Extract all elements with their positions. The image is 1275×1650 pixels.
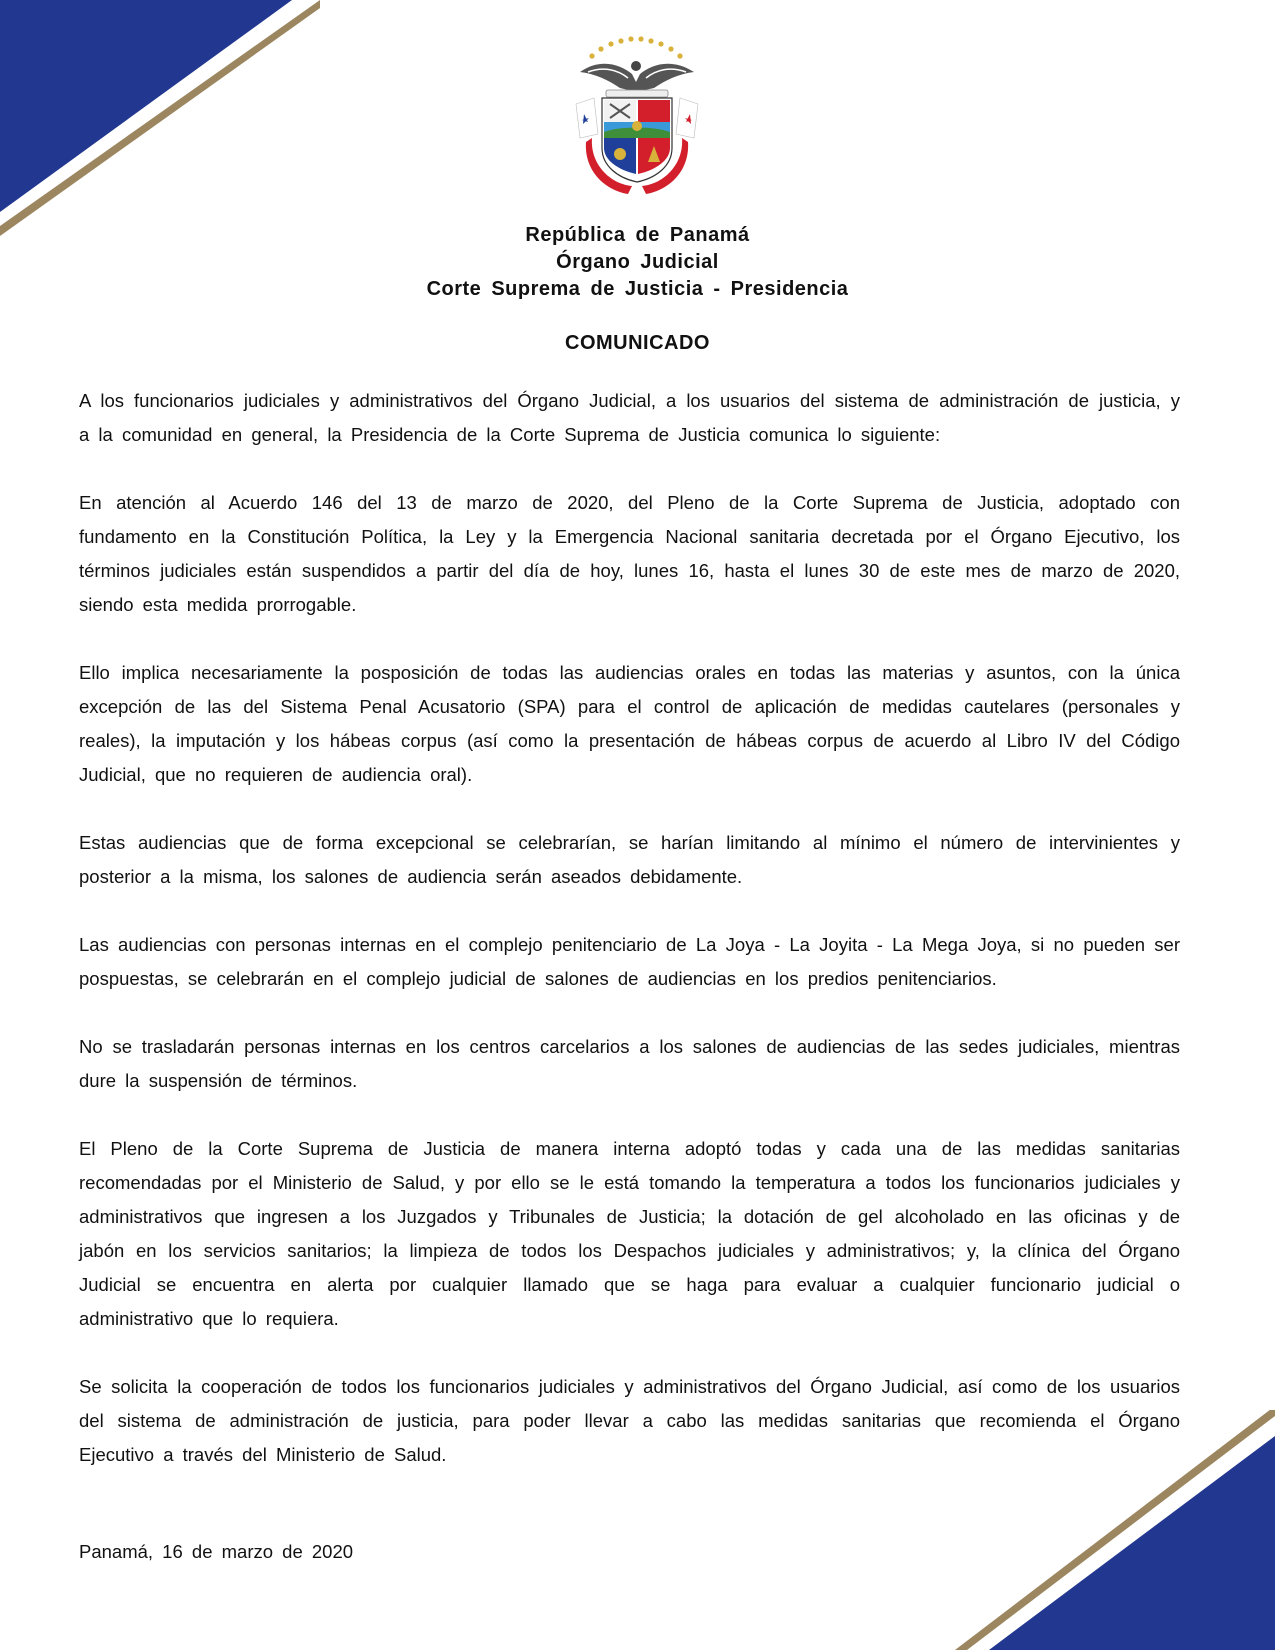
shield: [602, 98, 672, 182]
eagle: [580, 61, 694, 92]
header-country: República de Panamá: [525, 224, 750, 246]
date-line: Panamá, 16 de marzo de 2020: [79, 1541, 354, 1562]
stars-arc: [589, 36, 682, 58]
header-office: Corte Suprema de Justicia - Presidencia: [426, 278, 849, 300]
paragraph: El Pleno de la Corte Suprema de Justicia de manera interna adoptó todas y cada una de las medidas sanitarias recomendadas por el Ministerio de Salud, y por ello se le está tomando la temperatura a todos los funcionarios judiciales y administrativos que ingresen a los Juzgados y Tribunales de Justicia; la dotación de gel alcoholado en las oficinas y de jabón en los servicios sanitarios; la limpieza de todos los Despachos judiciales y administrativos; y, la clínica del Órgano Judicial se encuentra en alerta por cualquier llamado que se haga para evaluar a cualquier funcionario judicial o administrativo que lo requiera.: [79, 1138, 1180, 1329]
document-body: [79, 384, 1180, 1506]
paragraph: No se trasladarán personas internas en los centros carcelarios a los salones de audiencias de las sedes judiciales, mientras dure la suspensión de términos.: [79, 1036, 1180, 1091]
coat-of-arms-of-panama-icon: [570, 34, 705, 194]
paragraph: Las audiencias con personas internas en el complejo penitenciario de La Joya - La Joyita - La Mega Joya, si no pueden ser pospuestas, se celebrarán en el complejo judicial de salones de audiencias en los predios penitenciarios.: [79, 934, 1180, 989]
corner-decoration-top-left: [0, 0, 320, 240]
header-institution: Órgano Judicial: [556, 251, 719, 273]
paragraph: En atención al Acuerdo 146 del 13 de marzo de 2020, del Pleno de la Corte Suprema de Justicia, adoptado con fundamento en la Constitución Política, la Ley y la Emergencia Nacional sanitaria decretada por el Órgano Ejecutivo, los términos judiciales están suspendidos a partir del día de hoy, lunes 16, hasta el lunes 30 de este mes de marzo de 2020, siendo esta medida prorrogable.: [79, 492, 1180, 615]
paragraph: Ello implica necesariamente la posposición de todas las audiencias orales en todas las materias y asuntos, con la única excepción de las del Sistema Penal Acusatorio (SPA) para el control de aplicación de medidas cautelares (personales y reales), la imputación y los hábeas corpus (así como la presentación de hábeas corpus de acuerdo al Libro IV del Código Judicial, que no requieren de audiencia oral).: [79, 662, 1180, 785]
motto-ribbon: [606, 90, 668, 97]
paragraph: A los funcionarios judiciales y administrativos del Órgano Judicial, a los usuarios del sistema de administración de justicia, y a la comunidad en general, la Presidencia de la Corte Suprema de Justicia comunica lo siguiente:: [79, 390, 1180, 445]
paragraph: Estas audiencias que de forma excepcional se celebrarían, se harían limitando al mínimo el número de intervinientes y posterior a la misma, los salones de audiencia serán aseados debidamente.: [79, 832, 1180, 887]
document-title: COMUNICADO: [565, 332, 710, 354]
paragraph: Se solicita la cooperación de todos los funcionarios judiciales y administrativos del Órgano Judicial, así como de los usuarios del sistema de administración de justicia, para poder llevar a cabo las medidas sanitarias que recomienda el Órgano Ejecutivo a través del Ministerio de Salud.: [79, 1376, 1180, 1465]
corner-blue-triangle: [0, 0, 292, 212]
letterhead: [0, 222, 1275, 303]
